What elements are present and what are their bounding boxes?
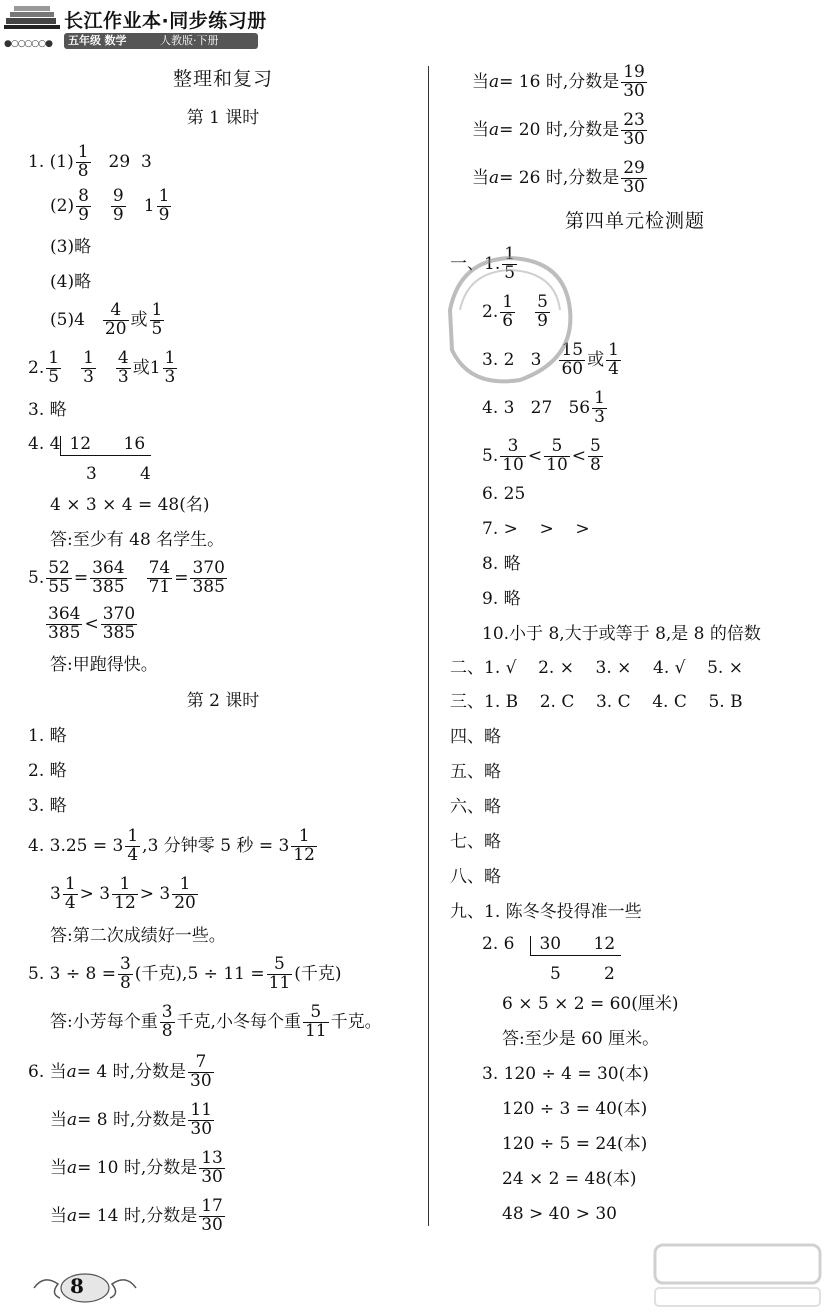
numerator: 4 xyxy=(103,302,129,321)
fraction xyxy=(190,560,226,597)
stamp-watermark-icon xyxy=(440,250,578,390)
fraction xyxy=(621,160,647,197)
section-3-answers: 三、1. B 2. C 3. C 4. C 5. B xyxy=(450,692,743,712)
answer-4-short-division xyxy=(28,436,151,456)
numerator: 4 xyxy=(117,348,129,368)
fraction xyxy=(588,438,603,475)
text: 5. 3 ÷ 8 = xyxy=(28,963,116,984)
numerator: 370 xyxy=(192,558,225,578)
numerator: 1 xyxy=(158,186,170,206)
fraction xyxy=(76,144,91,181)
fraction xyxy=(112,876,138,913)
denominator: 9 xyxy=(158,204,170,225)
l2-answer-2: 2. 略 xyxy=(28,761,67,781)
text: = 16 时,分数是 xyxy=(499,71,620,92)
text: < xyxy=(527,445,543,466)
fraction xyxy=(160,1004,175,1041)
text: 当 xyxy=(472,119,489,140)
denominator: 55 xyxy=(48,576,70,597)
numerator: 1 xyxy=(77,142,89,162)
section-9-answer-3-line-4: 24 × 2 = 48(本) xyxy=(502,1169,637,1189)
text: = 10 时,分数是 xyxy=(77,1157,198,1178)
denominator: 4 xyxy=(64,892,76,913)
denominator: 30 xyxy=(201,1166,223,1187)
denominator: 10 xyxy=(502,454,524,475)
l2-answer-6-line-1 xyxy=(28,1054,216,1091)
text: = 20 时,分数是 xyxy=(499,119,620,140)
label: 5. xyxy=(482,445,499,466)
denominator: 12 xyxy=(114,892,136,913)
numerator: 1 xyxy=(172,876,198,895)
l2-answer-5 xyxy=(28,956,342,993)
answer-1-2 xyxy=(50,188,173,225)
denominator: 385 xyxy=(102,622,136,643)
numerator: 74 xyxy=(148,558,171,578)
denominator: 30 xyxy=(190,1070,212,1091)
numerator: 1 xyxy=(48,348,60,368)
fraction xyxy=(291,828,317,865)
fraction xyxy=(81,350,96,387)
numerator: 5 xyxy=(537,292,548,312)
denominator: 385 xyxy=(192,576,225,597)
denominator: 8 xyxy=(119,972,131,993)
variable: a xyxy=(66,1061,77,1082)
denominator: 3 xyxy=(117,366,129,387)
denominator: 60 xyxy=(561,358,584,379)
denominator: 8 xyxy=(77,160,89,181)
denominator: 5 xyxy=(151,318,163,339)
variable: a xyxy=(67,1205,78,1226)
numerator: 19 xyxy=(623,62,645,82)
numerator: 29 xyxy=(623,158,645,178)
numerator: 1 xyxy=(291,828,317,847)
fraction xyxy=(188,1054,214,1091)
header-dots: ●○○○○○● xyxy=(4,39,52,49)
fraction xyxy=(199,1150,225,1187)
lesson-heading-1: 第 1 课时 xyxy=(186,108,260,128)
s1-answer-9: 9. 略 xyxy=(482,589,521,609)
numerator: 1 xyxy=(594,388,605,408)
whole: 3 xyxy=(50,883,61,904)
text: = 26 时,分数是 xyxy=(499,167,620,188)
fraction xyxy=(172,876,198,913)
numerator: 8 xyxy=(78,186,89,206)
denominator: 8 xyxy=(590,454,601,475)
numerator: 3 xyxy=(500,438,526,457)
fraction xyxy=(147,560,173,597)
answer-1-3: (3)略 xyxy=(50,237,92,257)
text: 当 xyxy=(472,71,489,92)
text: 或 xyxy=(130,309,148,330)
denominator: 9 xyxy=(78,204,89,225)
numerator: 5 xyxy=(544,438,570,457)
answer-4-calc: 4 × 3 × 4 = 48(名) xyxy=(50,495,210,515)
answer-1-5 xyxy=(50,302,166,339)
label: 1. (1) xyxy=(28,151,74,172)
numerator: 9 xyxy=(112,186,124,206)
fraction xyxy=(116,350,131,387)
subject-label: 数学 xyxy=(104,34,127,47)
text: = 8 时,分数是 xyxy=(77,1109,187,1130)
text: 当 xyxy=(472,167,489,188)
denominator: 11 xyxy=(268,972,291,993)
unit-test-title: 第四单元检测题 xyxy=(564,210,705,232)
denominator: 10 xyxy=(546,454,568,475)
label: (2) xyxy=(50,195,75,216)
page-number: 8 xyxy=(70,1274,84,1298)
s1-answer-7: 7. > > > xyxy=(482,519,590,539)
numerator: 23 xyxy=(623,110,645,130)
label: 2. 6 xyxy=(482,934,515,954)
l2-answer-4-compare xyxy=(50,876,200,913)
fraction xyxy=(592,390,607,427)
answer-4-quotients: 3 4 xyxy=(86,464,151,484)
numerator: 1 xyxy=(504,244,516,264)
site-watermark-icon xyxy=(650,1240,825,1310)
section-9-answer-2-quotients: 5 2 xyxy=(550,964,615,984)
label: (5)4 xyxy=(50,309,85,330)
lesson-heading-2: 第 2 课时 xyxy=(186,691,260,711)
text: > 3 xyxy=(79,883,111,904)
denominator: 5 xyxy=(48,366,60,387)
text: 千克,小冬每个重 xyxy=(176,1011,301,1032)
dividends: 30 12 xyxy=(539,934,616,954)
label: 2. xyxy=(482,301,499,322)
numerator: 1 xyxy=(127,826,139,846)
denominator: 3 xyxy=(83,366,94,387)
denominator: 30 xyxy=(201,1214,223,1235)
denominator: 4 xyxy=(608,358,619,379)
denominator: 20 xyxy=(104,318,127,339)
fraction xyxy=(118,956,133,993)
variable: a xyxy=(67,1109,78,1130)
denominator: 30 xyxy=(623,176,645,197)
text: 答:小芳每个重 xyxy=(50,1011,158,1032)
section-4-answer: 四、略 xyxy=(450,727,501,747)
books-logo-icon xyxy=(4,4,62,38)
text: ,3 分钟零 5 秒 = 3 xyxy=(142,835,290,856)
label: 5. xyxy=(28,567,45,588)
fraction xyxy=(101,606,137,643)
fraction xyxy=(46,350,61,387)
text: 29 3 xyxy=(108,151,152,172)
fraction xyxy=(163,350,178,387)
variable: a xyxy=(489,119,500,140)
fraction xyxy=(267,956,293,993)
short-division xyxy=(530,936,621,956)
numerator: 1 xyxy=(83,348,94,368)
fraction xyxy=(188,1102,214,1139)
fraction xyxy=(606,342,621,379)
variable: a xyxy=(67,1157,78,1178)
numerator: 1 xyxy=(112,876,138,895)
answer-5-answer: 答:甲跑得快。 xyxy=(50,655,158,675)
numerator: 364 xyxy=(92,558,125,578)
numerator: 15 xyxy=(561,340,584,360)
numerator: 5 xyxy=(590,436,601,456)
fraction xyxy=(111,188,126,225)
section-8-answer: 八、略 xyxy=(450,867,501,887)
fraction xyxy=(544,438,570,475)
denominator: 3 xyxy=(594,406,605,427)
denominator: 4 xyxy=(127,844,139,865)
fraction xyxy=(63,876,78,913)
numerator: 11 xyxy=(190,1100,213,1120)
answer-3: 3. 略 xyxy=(28,400,67,420)
fraction xyxy=(150,302,165,339)
numerator: 3 xyxy=(161,1002,173,1022)
text: 4. 3.25 = 3 xyxy=(28,835,124,856)
l2-answer-1: 1. 略 xyxy=(28,726,67,746)
section-2-answers: 二、1. √ 2. × 3. × 4. √ 5. × xyxy=(450,658,743,678)
answer-5 xyxy=(28,560,229,597)
numerator: 5 xyxy=(303,1004,329,1023)
section-9-answer-3-line-2: 120 ÷ 3 = 40(本) xyxy=(502,1099,648,1119)
numerator: 364 xyxy=(48,604,81,624)
text: < xyxy=(84,613,99,634)
denominator: 9 xyxy=(537,310,548,331)
page-header xyxy=(0,0,829,56)
text: = xyxy=(73,567,89,588)
section-title: 整理和复习 xyxy=(172,68,273,90)
text: 当 xyxy=(50,1109,67,1130)
answer-1-1 xyxy=(28,144,152,181)
denominator: 30 xyxy=(623,128,645,149)
column-divider xyxy=(428,66,429,1226)
label: 4. 3 27 56 xyxy=(482,397,591,418)
denominator: 9 xyxy=(112,204,124,225)
text: 当 xyxy=(50,1157,67,1178)
numerator: 1 xyxy=(64,874,76,894)
fraction xyxy=(76,188,91,225)
numerator: 1 xyxy=(151,300,163,320)
numerator: 13 xyxy=(201,1148,223,1168)
text: (千克),5 ÷ 11 = xyxy=(134,963,265,984)
denominator: 11 xyxy=(304,1020,327,1041)
s1-answer-8: 8. 略 xyxy=(482,554,521,574)
text: 或 xyxy=(587,349,605,370)
l2-answer-5-answer xyxy=(50,1004,382,1041)
cont-line-1 xyxy=(472,64,649,101)
denominator: 71 xyxy=(148,576,171,597)
denominator: 6 xyxy=(502,310,514,331)
l2-answer-6-line-2 xyxy=(50,1102,216,1139)
section-5-answer: 五、略 xyxy=(450,762,501,782)
section-9-answer-1: 九、1. 陈冬冬投得准一些 xyxy=(450,902,642,922)
section-9-answer-2-short-division xyxy=(482,936,621,956)
answer-1-4: (4)略 xyxy=(50,272,92,292)
l2-answer-4-answer: 答:第二次成绩好一些。 xyxy=(50,926,226,946)
text: > 3 xyxy=(139,883,171,904)
denominator: 385 xyxy=(92,576,125,597)
denominator: 30 xyxy=(190,1118,213,1139)
s1-answer-10: 10.小于 8,大于或等于 8,是 8 的倍数 xyxy=(482,624,761,644)
page-ornament-icon xyxy=(30,1270,140,1304)
section-9-answer-3-line-1: 3. 120 ÷ 4 = 30(本) xyxy=(482,1064,649,1084)
numerator: 370 xyxy=(102,604,136,624)
section-6-answer: 六、略 xyxy=(450,797,501,817)
numerator: 52 xyxy=(48,558,70,578)
fraction xyxy=(500,438,526,475)
denominator: 3 xyxy=(164,366,176,387)
text: = xyxy=(174,567,189,588)
variable: a xyxy=(489,71,500,92)
section-9-answer-3-line-3: 120 ÷ 5 = 24(本) xyxy=(502,1134,648,1154)
numerator: 7 xyxy=(188,1054,214,1073)
l2-answer-6-line-3 xyxy=(50,1150,227,1187)
denominator: 5 xyxy=(504,262,516,283)
label: 一、1. xyxy=(450,253,501,274)
text: (千克) xyxy=(294,963,342,984)
fraction xyxy=(303,1004,329,1041)
text: = 14 时,分数是 xyxy=(77,1205,198,1226)
cont-line-2 xyxy=(472,112,649,149)
l2-answer-6-line-4 xyxy=(50,1198,227,1235)
book-subtitle xyxy=(64,33,258,49)
cont-line-3 xyxy=(472,160,649,197)
fraction xyxy=(103,302,129,339)
text: 当 xyxy=(50,1205,67,1226)
fraction xyxy=(157,188,172,225)
text: < xyxy=(571,445,587,466)
short-division xyxy=(60,436,151,456)
text: 或1 xyxy=(132,357,161,378)
variable: a xyxy=(489,167,500,188)
section-9-answer-2-answer: 答:至少是 60 厘米。 xyxy=(502,1029,660,1049)
s1-answer-4 xyxy=(482,390,609,427)
section-7-answer: 七、略 xyxy=(450,832,501,852)
fraction xyxy=(90,560,126,597)
numerator: 1 xyxy=(608,340,619,360)
fraction xyxy=(621,64,647,101)
grade-label: 五年级 xyxy=(68,34,101,47)
text: 6. 当 xyxy=(28,1061,67,1082)
l2-answer-4 xyxy=(28,828,319,865)
label: 2. xyxy=(28,357,45,378)
section-9-answer-2-calc: 6 × 5 × 2 = 60(厘米) xyxy=(502,994,679,1014)
answer-5-compare xyxy=(44,606,139,643)
s1-answer-6: 6. 25 xyxy=(482,484,526,504)
section-9-answer-3-line-5: 48 > 40 > 30 xyxy=(502,1204,617,1224)
numerator: 3 xyxy=(119,954,131,974)
fraction xyxy=(199,1198,225,1235)
denominator: 385 xyxy=(48,622,81,643)
numerator: 1 xyxy=(502,292,514,312)
text: 千克。 xyxy=(330,1011,382,1032)
l2-answer-3: 3. 略 xyxy=(28,796,67,816)
answer-4-answer: 答:至少有 48 名学生。 xyxy=(50,530,225,550)
book-title: 长江作业本·同步练习册 xyxy=(64,10,267,32)
fraction xyxy=(621,112,647,149)
dividends: 12 16 xyxy=(69,434,146,454)
s1-answer-5 xyxy=(482,438,605,475)
fraction xyxy=(46,606,82,643)
denominator: 12 xyxy=(293,844,315,865)
numerator: 5 xyxy=(267,956,293,975)
denominator: 8 xyxy=(161,1020,173,1041)
numerator: 1 xyxy=(164,348,176,368)
label: 3. 2 3 xyxy=(482,349,542,370)
whole: 1 xyxy=(143,195,155,216)
answer-2 xyxy=(28,350,179,387)
edition-label: 人教版·下册 xyxy=(160,34,219,47)
denominator: 30 xyxy=(623,80,645,101)
label: 4. 4 xyxy=(28,434,61,454)
text: = 4 时,分数是 xyxy=(76,1061,187,1082)
denominator: 20 xyxy=(174,892,196,913)
numerator: 17 xyxy=(201,1196,223,1216)
fraction xyxy=(125,828,140,865)
fraction xyxy=(46,560,72,597)
